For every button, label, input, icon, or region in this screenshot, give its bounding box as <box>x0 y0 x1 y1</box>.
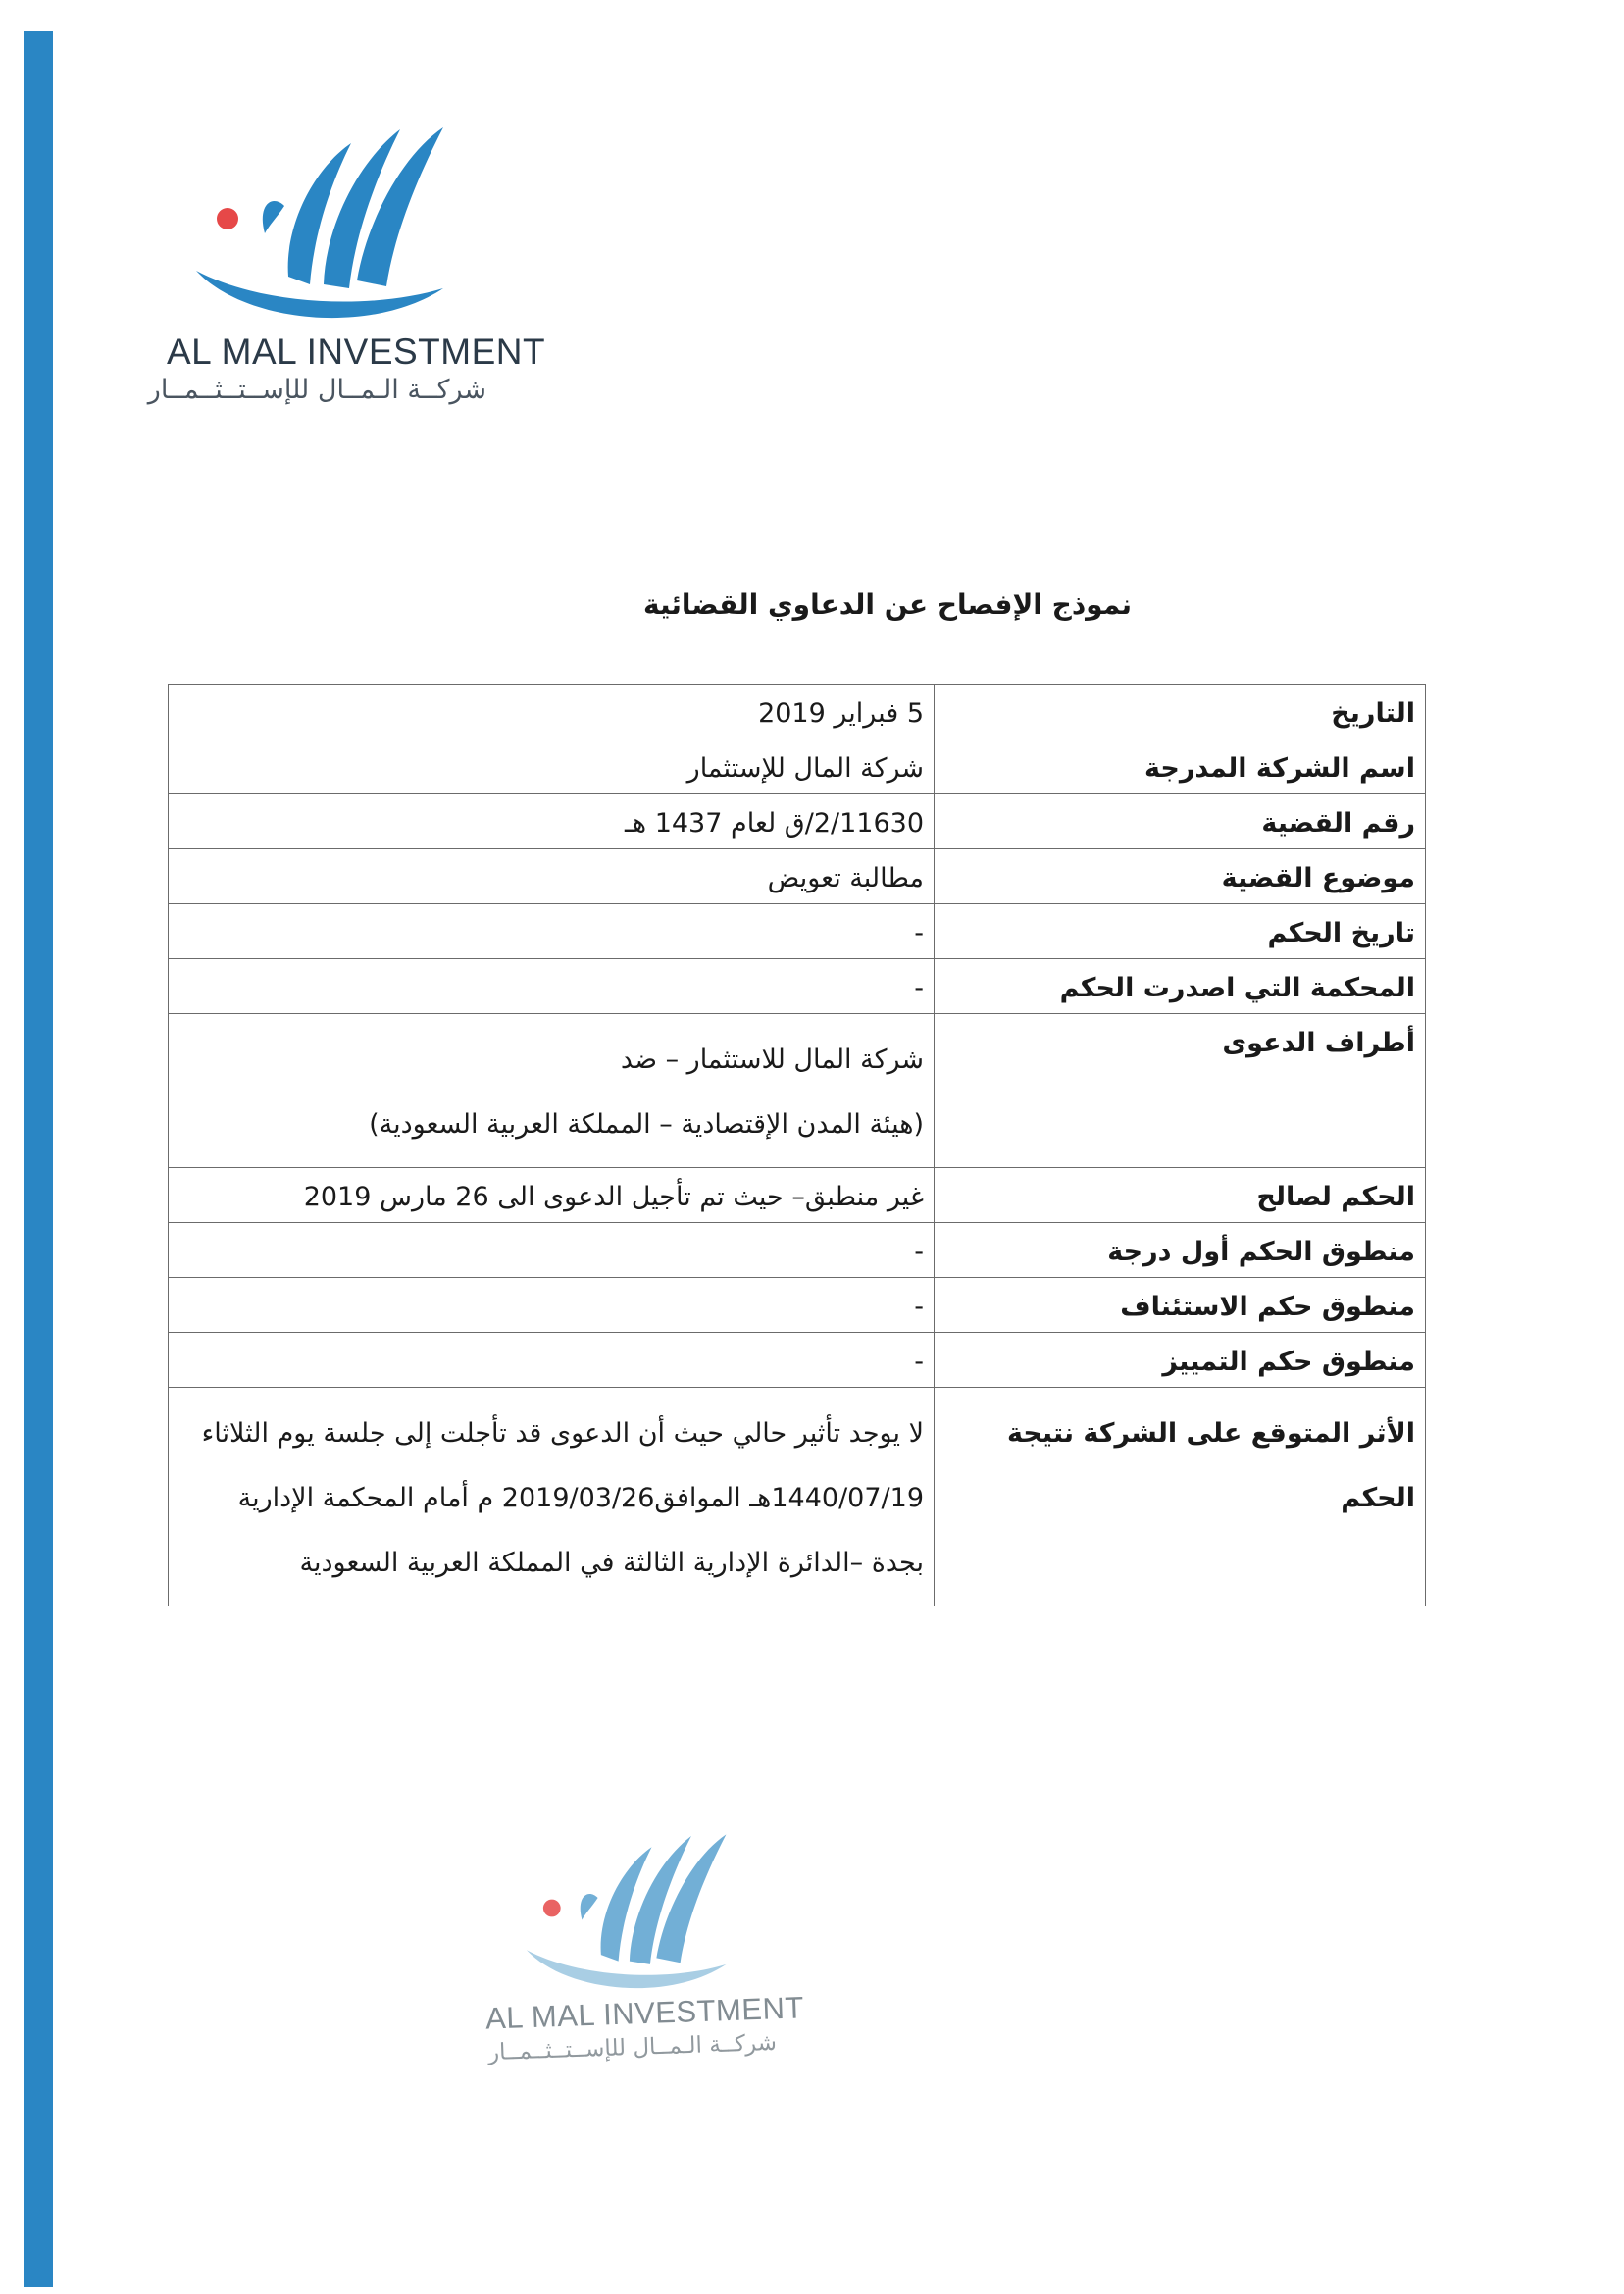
row-value: - <box>169 904 935 959</box>
row-label: تاريخ الحكم <box>935 904 1426 959</box>
row-label: منطوق الحكم أول درجة <box>935 1223 1426 1278</box>
table-row <box>169 959 1426 1014</box>
disclosure-table <box>168 684 1426 1606</box>
row-label: التاريخ <box>935 685 1426 739</box>
stamp-brand-ar: شركــة الـمــال للإســتــثــمــار <box>487 2029 778 2066</box>
row-value: 2/11630/ق لعام 1437 هـ <box>169 794 935 849</box>
stamp-brand-en: AL MAL INVESTMENT <box>484 1990 805 2036</box>
row-value: مطالبة تعويض <box>169 849 935 904</box>
table-row <box>169 1014 1426 1168</box>
row-value: غير منطبق– حيث تم تأجيل الدعوى الى 26 مارس 2019 <box>169 1168 935 1223</box>
row-label: موضوع القضية <box>935 849 1426 904</box>
company-logo <box>147 78 546 412</box>
table-row <box>169 794 1426 849</box>
table-row <box>169 1333 1426 1388</box>
company-stamp <box>481 1795 805 2089</box>
row-value: شركة المال للإستثمار <box>169 739 935 794</box>
row-value: - <box>169 959 935 1014</box>
table-row <box>169 1388 1426 1606</box>
row-label: اسم الشركة المدرجة <box>935 739 1426 794</box>
table-row <box>169 849 1426 904</box>
row-value: - <box>169 1278 935 1333</box>
row-label: رقم القضية <box>935 794 1426 849</box>
row-value-line: (هيئة المدن الإقتصادية – المملكة العربية السعودية) <box>369 1109 924 1140</box>
table-row <box>169 1278 1426 1333</box>
row-value: - <box>169 1333 935 1388</box>
row-label: منطوق حكم الاستئناف <box>935 1278 1426 1333</box>
logo-brand-en: AL MAL INVESTMENT <box>167 331 546 372</box>
page-title: نموذج الإفصاح عن الدعاوي القضائية <box>642 588 1133 621</box>
table-row <box>169 685 1426 739</box>
table-row <box>169 739 1426 794</box>
row-label: أطراف الدعوى <box>935 1014 1426 1168</box>
row-value-line: شركة المال للاستثمار – ضد <box>620 1045 924 1075</box>
row-label: الحكم لصالح <box>935 1168 1426 1223</box>
stamp-logo-mark-icon <box>481 1795 794 2001</box>
row-value <box>169 1014 935 1168</box>
logo-mark-icon <box>167 78 500 333</box>
row-value: - <box>169 1223 935 1278</box>
row-label: المحكمة التي اصدرت الحكم <box>935 959 1426 1014</box>
row-value: لا يوجد تأثير حالي حيث أن الدعوى قد تأجلت إلى جلسة يوم الثلاثاء 1440/07/19هـ الموافق2019/03/26 م أمام المحكمة الإدارية بجدة –الدائرة الإدارية الثالثة في المملكة العربية السعودية <box>169 1388 935 1606</box>
row-label: الأثر المتوقع على الشركة نتيجة الحكم <box>935 1388 1426 1606</box>
row-value: 5 فبراير 2019 <box>169 685 935 739</box>
left-accent-bar <box>24 31 53 2287</box>
logo-brand-ar: شركــة الـمــال للإســتــثــمــار <box>147 375 486 405</box>
table-row <box>169 1168 1426 1223</box>
row-label: منطوق حكم التمييز <box>935 1333 1426 1388</box>
table-row <box>169 904 1426 959</box>
table-row <box>169 1223 1426 1278</box>
